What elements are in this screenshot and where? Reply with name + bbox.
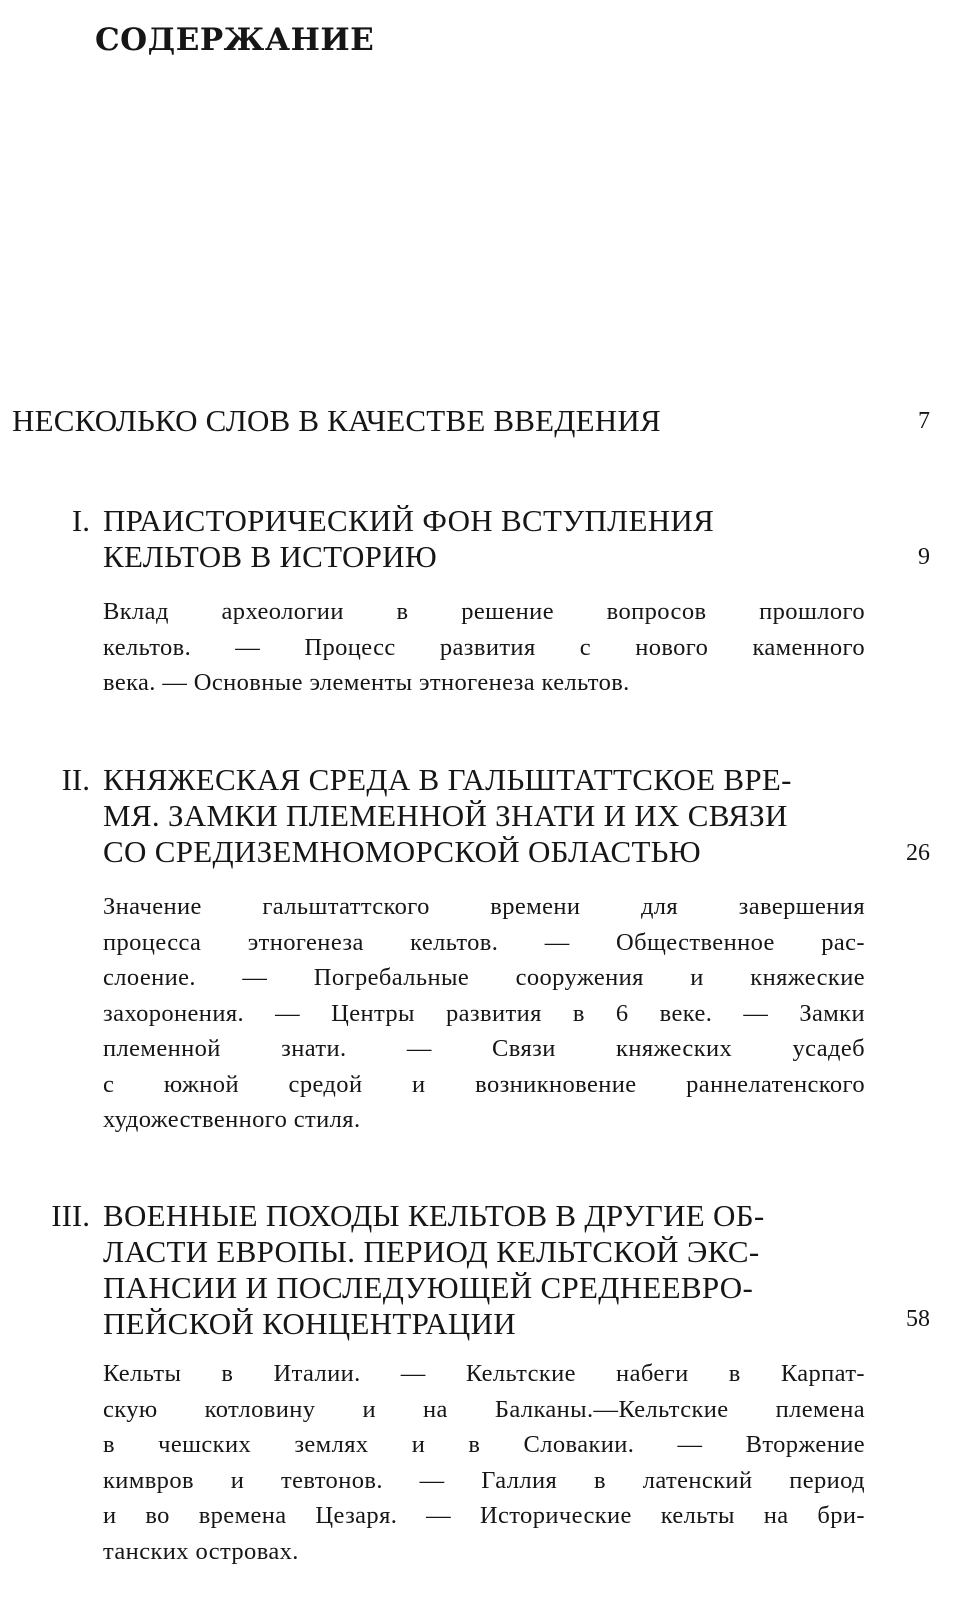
page-title: СОДЕРЖАНИЕ (95, 22, 375, 58)
chapter-3-numeral: III. (51, 1198, 90, 1233)
chapter-1-title-line: КЕЛЬТОВ В ИСТОРИЮ (103, 539, 438, 574)
summary-line: племенной знати. — Связи княжеских усадеб (103, 1035, 865, 1062)
chapter-2-title-line: МЯ. ЗАМКИ ПЛЕМЕННОЙ ЗНАТИ И ИХ СВЯЗИ (103, 798, 788, 833)
summary-line: кельтов. — Процесс развития с нового каменного (103, 633, 865, 661)
summary-line: Вклад археологии в решение вопросов прошлого (103, 598, 865, 625)
summary-line: скую котловину и на Балканы.—Кельтские племена (103, 1395, 865, 1423)
toc-entry-introduction-page: 7 (918, 408, 930, 434)
chapter-2-title[interactable] (103, 762, 792, 870)
chapter-2-summary (103, 889, 865, 1138)
chapter-3-title-line: ВОЕННЫЕ ПОХОДЫ КЕЛЬТОВ В ДРУГИЕ ОБ- (103, 1198, 765, 1233)
chapter-2-title-line: СО СРЕДИЗЕМНОМОРСКОЙ ОБЛАСТЬЮ (103, 834, 701, 869)
summary-line: слоение. — Погребальные сооружения и княжеские (103, 964, 865, 991)
chapter-3-title-line: ЛАСТИ ЕВРОПЫ. ПЕРИОД КЕЛЬТСКОЙ ЭКС- (103, 1234, 760, 1269)
summary-line: кимвров и тевтонов. — Галлия в латенский период (103, 1466, 865, 1494)
chapter-1-title-line: ПРАИСТОРИЧЕСКИЙ ФОН ВСТУПЛЕНИЯ (103, 503, 715, 538)
summary-line: танских островах. (103, 1537, 299, 1565)
chapter-1-summary (103, 594, 865, 701)
summary-line: процесса этногенеза кельтов. — Общественное рас- (103, 928, 865, 956)
chapter-2-title-line: КНЯЖЕСКАЯ СРЕДА В ГАЛЬШТАТТСКОЕ ВРЕ- (103, 762, 792, 797)
chapter-3-title[interactable] (103, 1198, 764, 1342)
summary-line: Кельты в Италии. — Кельтские набеги в Карпат- (103, 1360, 865, 1387)
summary-line: захоронения. — Центры развития в 6 веке. — Замки (103, 999, 865, 1027)
chapter-2-numeral: II. (61, 762, 90, 797)
summary-line: и во времена Цезаря. — Исторические кельты на бри- (103, 1502, 865, 1529)
chapter-2-page: 26 (906, 840, 930, 866)
chapter-1-page: 9 (918, 544, 930, 570)
summary-line: века. — Основные элементы этногенеза кельтов. (103, 669, 630, 696)
toc-entry-introduction-title[interactable]: НЕСКОЛЬКО СЛОВ В КАЧЕСТВЕ ВВЕДЕНИЯ (12, 403, 661, 438)
chapter-3-title-line: ПАНСИИ И ПОСЛЕДУЮЩЕЙ СРЕДНЕЕВРО- (103, 1270, 754, 1305)
summary-line: Значение гальштаттского времени для завершения (103, 893, 865, 920)
chapter-1-title[interactable] (103, 503, 714, 575)
chapter-1-numeral: I. (71, 503, 90, 538)
chapter-3-page: 58 (906, 1306, 930, 1332)
summary-line: в чешских землях и в Словакии. — Вторжение (103, 1431, 865, 1458)
summary-line: с южной средой и возникновение раннелатенского (103, 1070, 865, 1098)
summary-line: художественного стиля. (103, 1106, 361, 1133)
chapter-3-summary (103, 1356, 865, 1569)
chapter-3-title-line: ПЕЙСКОЙ КОНЦЕНТРАЦИИ (103, 1306, 516, 1341)
